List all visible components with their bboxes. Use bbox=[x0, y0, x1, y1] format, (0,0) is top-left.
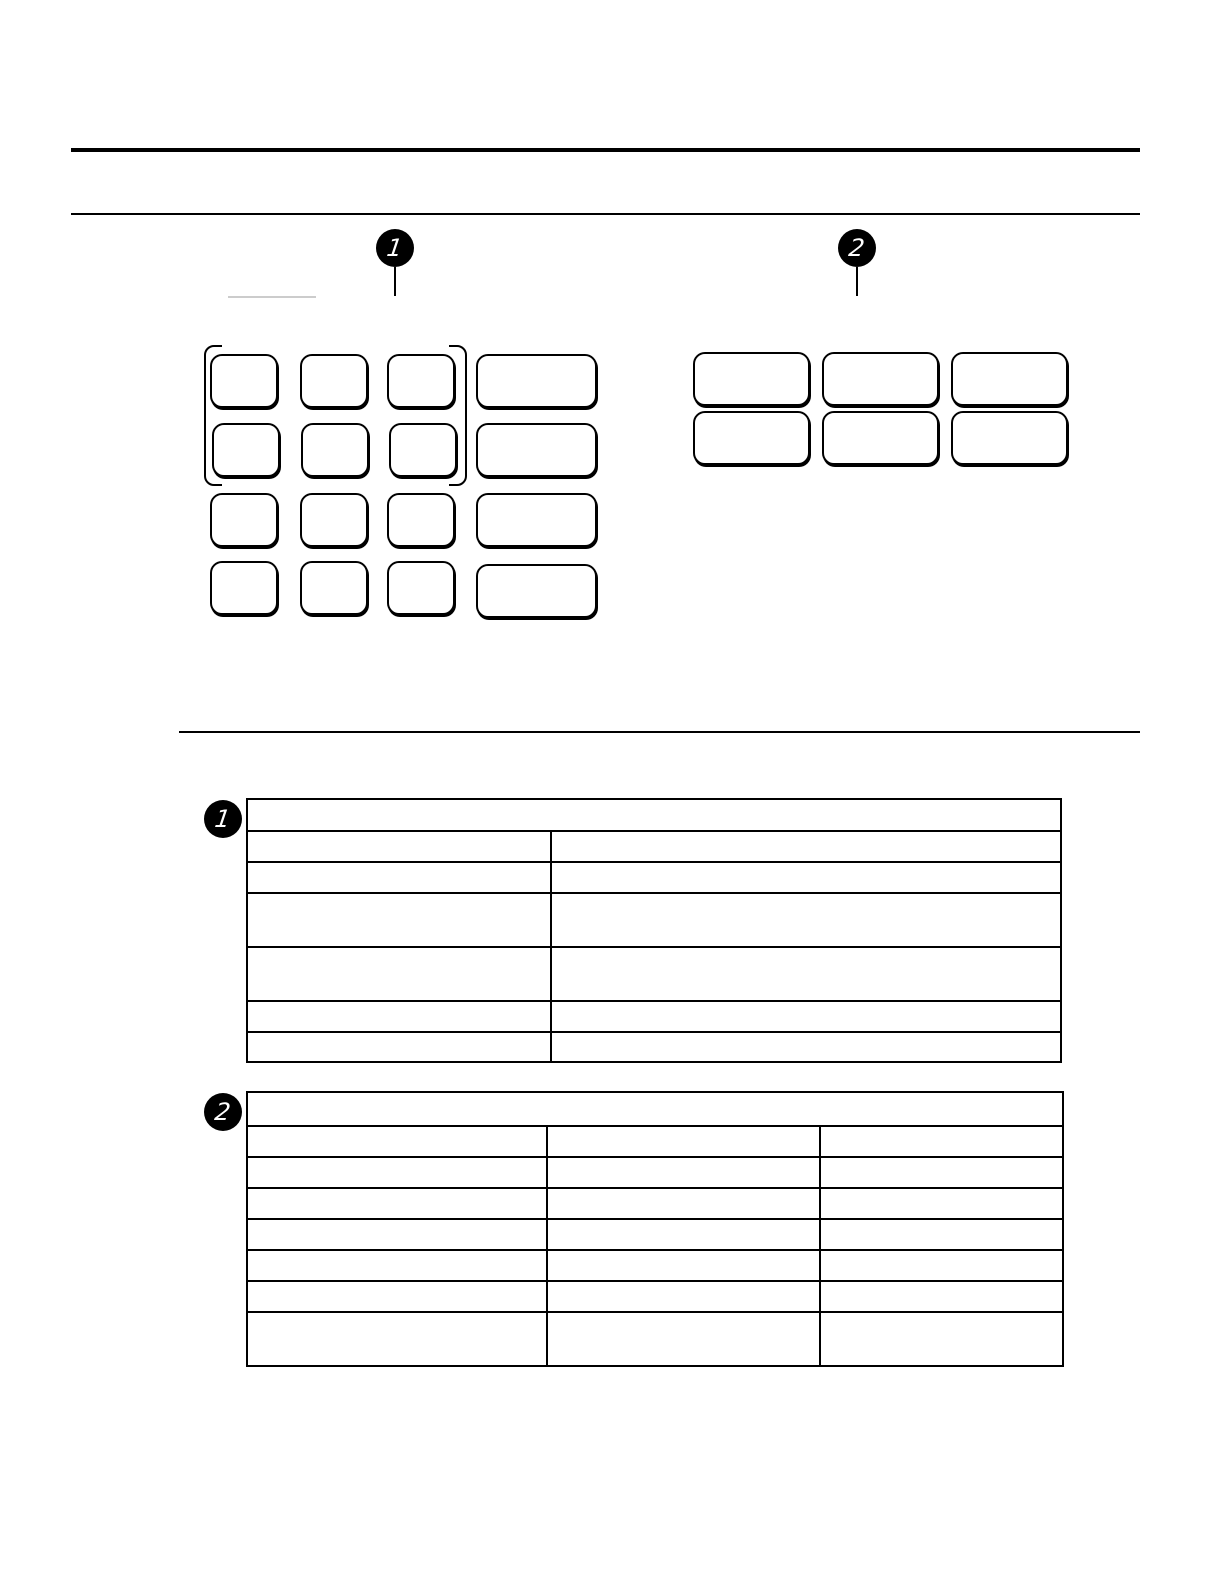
table-2-cell bbox=[820, 1312, 1063, 1366]
table-1-cell bbox=[247, 1032, 551, 1062]
table-2-cell bbox=[247, 1312, 547, 1366]
table-2-cell bbox=[547, 1157, 820, 1188]
keypad-key-r2c2[interactable] bbox=[301, 423, 369, 477]
keypad-key-r4c2[interactable] bbox=[300, 561, 368, 615]
table-2-callout bbox=[204, 1093, 242, 1131]
keypad-wide-key-1[interactable] bbox=[476, 354, 597, 408]
keypad-key-r1c3[interactable] bbox=[387, 354, 455, 408]
table-row bbox=[247, 947, 1061, 1001]
top-heavy-rule bbox=[71, 148, 1140, 152]
table-row bbox=[247, 893, 1061, 947]
keypad-key-r2c3[interactable] bbox=[389, 423, 457, 477]
table-1 bbox=[246, 798, 1062, 1063]
keypad-key-r1c1[interactable] bbox=[210, 354, 278, 408]
table-1-cell bbox=[551, 831, 1061, 862]
table-1-header-row bbox=[247, 799, 1061, 831]
keypad-key-r4c3[interactable] bbox=[387, 561, 455, 615]
table-1-cell bbox=[551, 1001, 1061, 1032]
table-row bbox=[247, 1250, 1063, 1281]
table-1-callout-number: 1 bbox=[213, 805, 233, 833]
table-2-cell bbox=[547, 1126, 820, 1157]
table-row bbox=[247, 1188, 1063, 1219]
table-1-callout bbox=[204, 800, 242, 838]
panel-key-r1c1[interactable] bbox=[693, 352, 810, 406]
table-2-cell bbox=[247, 1219, 547, 1250]
table-row bbox=[247, 1281, 1063, 1312]
table-2-cell bbox=[547, 1312, 820, 1366]
callout-2-number: 2 bbox=[847, 234, 867, 262]
table-2-cell bbox=[247, 1188, 547, 1219]
keypad-key-r1c2[interactable] bbox=[300, 354, 368, 408]
table-row bbox=[247, 1126, 1063, 1157]
panel-key-r1c2[interactable] bbox=[822, 352, 939, 406]
table-1-cell bbox=[551, 1032, 1061, 1062]
table-row bbox=[247, 1157, 1063, 1188]
table-2-header-row bbox=[247, 1092, 1063, 1126]
table-2-callout-number: 2 bbox=[213, 1098, 233, 1126]
table-2-cell bbox=[547, 1250, 820, 1281]
panel-key-r1c3[interactable] bbox=[951, 352, 1068, 406]
callout-2-badge bbox=[838, 229, 876, 267]
table-2-header bbox=[247, 1092, 1063, 1126]
keypad-key-r3c2[interactable] bbox=[300, 493, 368, 547]
panel-key-r2c1[interactable] bbox=[693, 411, 810, 465]
table-1-cell bbox=[247, 831, 551, 862]
table-2-cell bbox=[820, 1281, 1063, 1312]
table-2-cell bbox=[247, 1126, 547, 1157]
table-2 bbox=[246, 1091, 1064, 1367]
table-2-cell bbox=[247, 1157, 547, 1188]
table-1-cell bbox=[247, 862, 551, 893]
keypad-wide-key-4[interactable] bbox=[476, 564, 597, 618]
panel-key-r2c3[interactable] bbox=[951, 411, 1068, 465]
table-2-cell bbox=[820, 1157, 1063, 1188]
table-row bbox=[247, 1312, 1063, 1366]
keypad-wide-key-3[interactable] bbox=[476, 493, 597, 547]
table-2-cell bbox=[247, 1250, 547, 1281]
table-1-cell bbox=[551, 862, 1061, 893]
table-row bbox=[247, 862, 1061, 893]
bracket-gap-bottom bbox=[222, 483, 449, 488]
table-row bbox=[247, 831, 1061, 862]
keypad-key-r4c1[interactable] bbox=[210, 561, 278, 615]
callout-1-badge bbox=[376, 229, 414, 267]
table-2-cell bbox=[820, 1188, 1063, 1219]
callout-1-leader bbox=[394, 267, 396, 296]
section-rule bbox=[179, 731, 1140, 733]
table-2-cell bbox=[547, 1219, 820, 1250]
table-row bbox=[247, 1219, 1063, 1250]
table-1-cell bbox=[247, 893, 551, 947]
table-2-cell bbox=[820, 1126, 1063, 1157]
panel-key-r2c2[interactable] bbox=[822, 411, 939, 465]
keypad-key-r3c3[interactable] bbox=[387, 493, 455, 547]
keypad-key-r2c1[interactable] bbox=[212, 423, 280, 477]
top-thin-rule bbox=[71, 213, 1140, 215]
table-2-cell bbox=[247, 1281, 547, 1312]
table-1-header bbox=[247, 799, 1061, 831]
table-1-cell bbox=[247, 947, 551, 1001]
table-row bbox=[247, 1001, 1061, 1032]
keypad-wide-key-2[interactable] bbox=[476, 423, 597, 477]
faint-label-line bbox=[228, 296, 316, 298]
table-2-cell bbox=[547, 1188, 820, 1219]
table-row bbox=[247, 1032, 1061, 1062]
table-1-cell bbox=[551, 947, 1061, 1001]
table-2-cell bbox=[547, 1281, 820, 1312]
keypad-key-r3c1[interactable] bbox=[210, 493, 278, 547]
table-1-cell bbox=[247, 1001, 551, 1032]
table-2-cell bbox=[820, 1250, 1063, 1281]
table-2-cell bbox=[820, 1219, 1063, 1250]
bracket-gap-top bbox=[222, 343, 449, 348]
callout-2-leader bbox=[856, 267, 858, 296]
table-1-cell bbox=[551, 893, 1061, 947]
callout-1-number: 1 bbox=[385, 234, 405, 262]
